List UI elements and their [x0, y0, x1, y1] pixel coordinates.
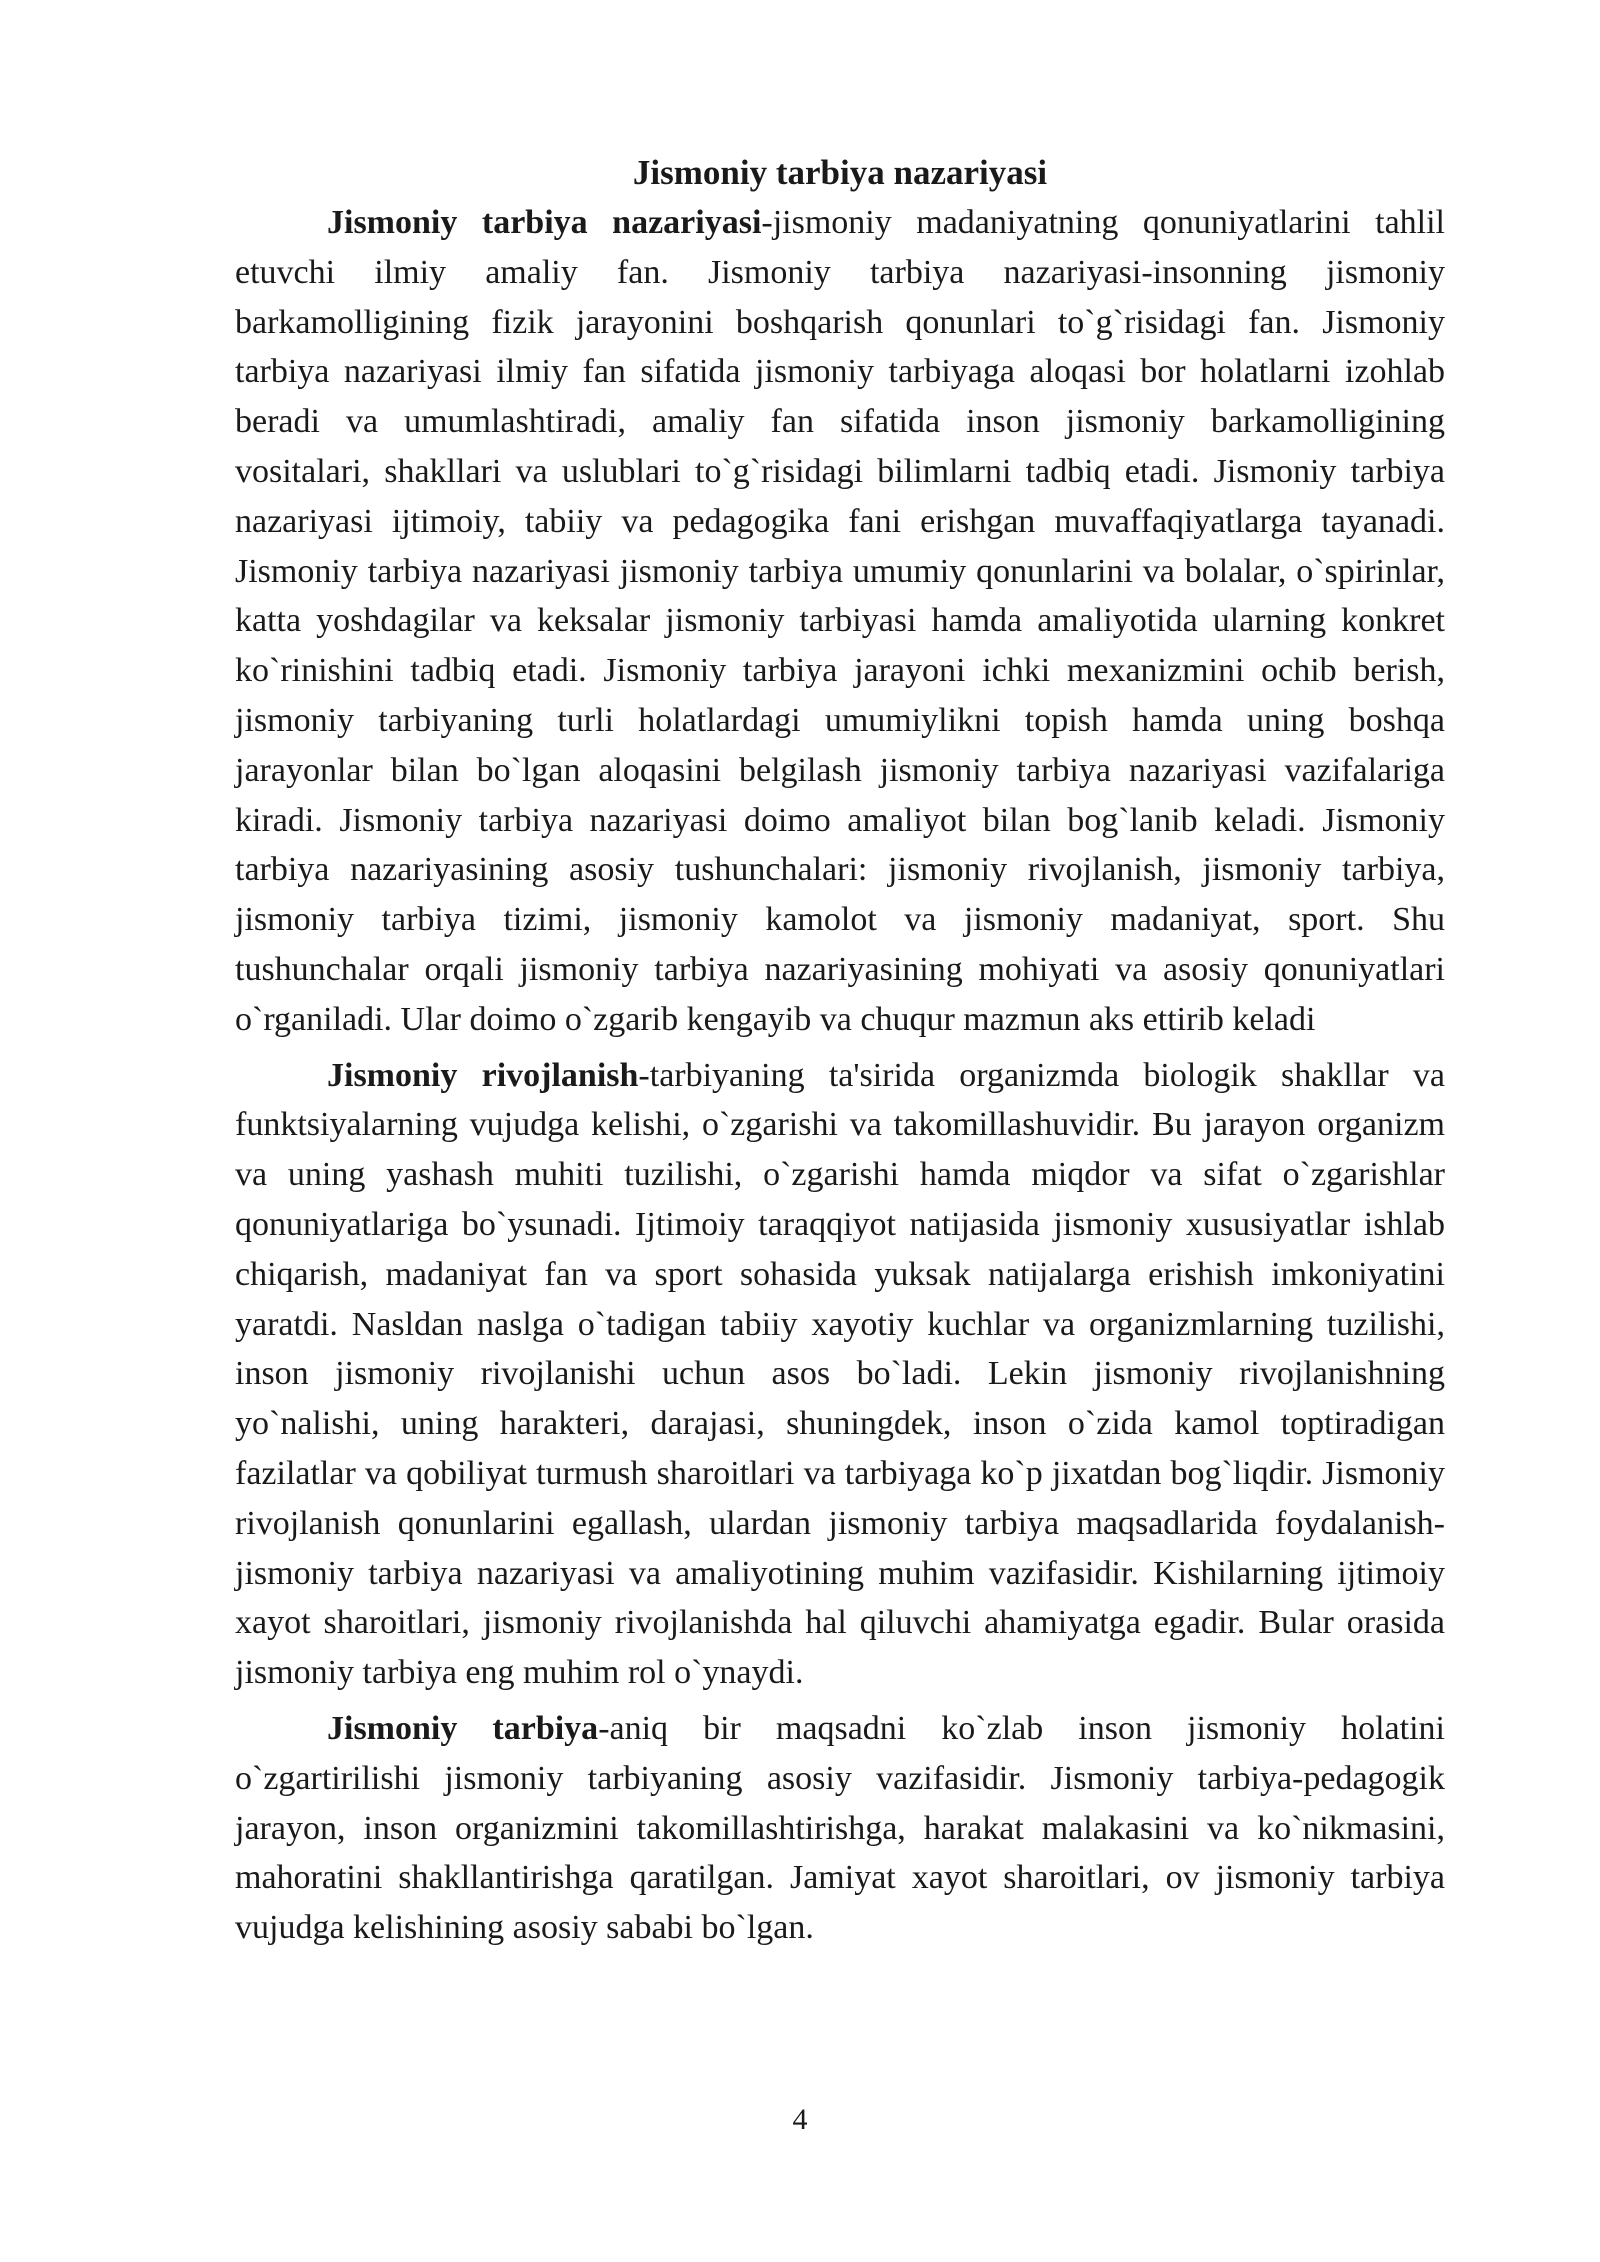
term-theory: Jismoniy tarbiya nazariyasi [327, 204, 762, 241]
document-page [235, 148, 1445, 1959]
paragraph-education [235, 1704, 1445, 1953]
term-education: Jismoniy tarbiya [327, 1709, 599, 1747]
document-title: Jismoniy tarbiya nazariyasi [632, 153, 1048, 192]
paragraph-education-text: -aniq bir maqsadni ko`zlab inson jismoniy holatini o`zgartirilishi jismoniy tarbiyaning asosiy vazifasidir. Jismoniy tarbiya-pedagogik jarayon, inson organizmini takomillashtirishga, harakat malakasini va ko`nikmasini, mahoratini shakllantirishga qaratilgan. Jamiyat xayot sharoitlari, ov jismoniy tarbiya vujudga kelishining asosiy sababi bo`lgan. [235, 1709, 1445, 1947]
paragraph-development-text: -tarbiyaning ta'sirida organizmda biologik shakllar va funktsiyalarning vujudga kelishi, o`zgarishi va takomillashuvidir. Bu jarayon organizm va uning yashash muhiti tuzilishi, o`zgarishi hamda miqdor va sifat o`zgarishlar qonuniyatlariga bo`ysunadi. Ijtimoiy taraqqiyot natijasida jismoniy xususiyatlar ishlab chiqarish, madaniyat fan va sport sohasida yuksak natijalarga erishish imkoniyatini yaratdi. Nasldan naslga o`tadigan tabiiy xayotiy kuchlar va organizmlarning tuzilishi, inson jismoniy rivojlanishi uchun asos bo`ladi. Lekin jismoniy rivojlanishning yo`nalishi, uning harakteri, darajasi, shuningdek, inson o`zida kamol toptiradigan fazilatlar va qobiliyat turmush sharoitlari va tarbiyaga ko`p jixatdan bog`liqdir. Jismoniy rivojlanish qonunlarini egallash, ulardan jismoniy tarbiya maqsadlarida foydalanish-jismoniy tarbiya nazariyasi va amaliyotining muhim vazifasidir. Kishilarning ijtimoiy xayot sharoitlari, jismoniy rivojlanishda hal qiluvchi ahamiyatga egadir. Bular orasida jismoniy tarbiya eng muhim rol o`ynaydi. [235, 1056, 1445, 1692]
paragraph-theory [235, 198, 1445, 1045]
page-number: 4 [792, 2103, 808, 2136]
paragraph-theory-text: -jismoniy madaniyatning qonuniyatlarini tahlil etuvchi ilmiy amaliy fan. Jismoniy tarbiya nazariyasi-insonning jismoniy barkamolligining fizik jarayonini boshqarish qonunlari to`g`risidagi fan. Jismoniy tarbiya nazariyasi ilmiy fan sifatida jismoniy tarbiyaga aloqasi bor holatlarni izohlab beradi va umumlashtiradi, amaliy fan sifatida inson jismoniy barkamolligining vositalari, shakllari va uslublari to`g`risidagi bilimlarni tadbiq etadi. Jismoniy tarbiya nazariyasi ijtimoiy, tabiiy va pedagogika fani erishgan muvaffaqiyatlarga tayanadi. Jismoniy tarbiya nazariyasi jismoniy tarbiya umumiy qonunlarini va bolalar, o`spirinlar, katta yoshdagilar va keksalar jismoniy tarbiyasi hamda amaliyotida ularning konkret ko`rinishini tadbiq etadi. Jismoniy tarbiya jarayoni ichki mexanizmini ochib berish, jismoniy tarbiyaning turli holatlardagi umumiylikni topish hamda uning boshqa jarayonlar bilan bo`lgan aloqasini belgilash jismoniy tarbiya nazariyasi vazifalariga kiradi. Jismoniy tarbiya nazariyasi doimo amaliyot bilan bog`lanib keladi. Jismoniy tarbiya nazariyasining asosiy tushunchalari: jismoniy rivojlanish, jismoniy tarbiya, jismoniy tarbiya tizimi, jismoniy kamolot va jismoniy madaniyat, sport. Shu tushunchalar orqali jismoniy tarbiya nazariyasining mohiyati va asosiy qonuniyatlari o`rganiladi. Ular doimo o`zgarib kengayib va chuqur mazmun aks ettirib keladi [235, 204, 1445, 1038]
term-development: Jismoniy rivojlanish [327, 1056, 639, 1094]
paragraph-development [235, 1051, 1445, 1698]
